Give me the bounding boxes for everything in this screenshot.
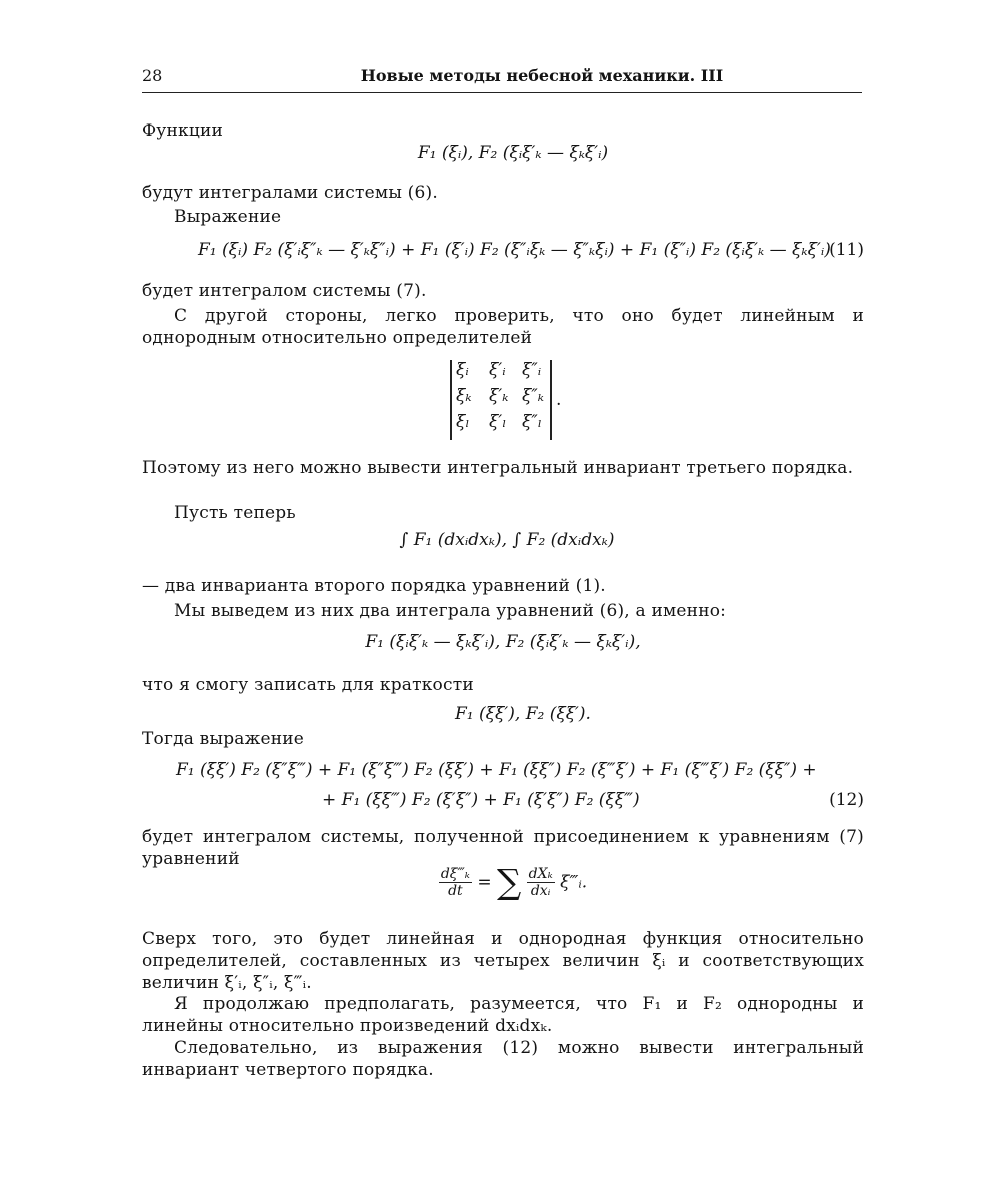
sum-sign: ∑ bbox=[496, 862, 522, 903]
formula-invariants: ∫ F₁ (dxᵢdxₖ), ∫ F₂ (dxᵢdxₖ) bbox=[399, 530, 615, 550]
page-header bbox=[142, 66, 862, 93]
paragraph-7: Пусть теперь bbox=[174, 503, 296, 523]
matrix-cell: ξ′ₗ bbox=[489, 412, 507, 432]
formula-short: F₁ (ξξ′), F₂ (ξξ′). bbox=[455, 704, 591, 724]
paragraph-14: Я продолжаю предполагать, разумеется, что F₁ и F₂ однородны и линейны относительно произведений dxᵢdxₖ. bbox=[142, 994, 864, 1036]
equation-number-11: (11) bbox=[829, 240, 864, 260]
fraction-rhs-numerator: dXₖ bbox=[528, 866, 553, 882]
paragraph-2: будут интегралами системы (6). bbox=[142, 183, 438, 203]
matrix-cell: ξₗ bbox=[456, 412, 470, 432]
fraction-rhs-denominator: dxᵢ bbox=[530, 883, 551, 899]
formula-tail: ξ‴ᵢ. bbox=[560, 872, 588, 893]
equation-number-12: (12) bbox=[829, 790, 864, 810]
determinant-right-bar bbox=[550, 360, 552, 440]
matrix-cell: ξₖ bbox=[456, 386, 472, 406]
formula-12-line-2: + F₁ (ξξ‴) F₂ (ξ′ξ″) + F₁ (ξ′ξ″) F₂ (ξξ‴) bbox=[322, 790, 640, 810]
paragraph-11: Тогда выражение bbox=[142, 729, 305, 749]
fraction-lhs-numerator: dξ‴ₖ bbox=[440, 866, 470, 882]
paragraph-6: Поэтому из него можно вывести интегральный инвариант третьего порядка. bbox=[142, 458, 854, 478]
paragraph-4: будет интегралом системы (7). bbox=[142, 281, 427, 301]
paragraph-1: Функции bbox=[142, 121, 224, 141]
paragraph-5: С другой стороны, легко проверить, что оно будет линейным и однородным относительно определителей bbox=[142, 306, 864, 348]
fraction-lhs-denominator: dt bbox=[448, 883, 463, 899]
formula-differential bbox=[142, 862, 874, 906]
matrix-cell: ξ′ᵢ bbox=[489, 360, 506, 380]
formula-integrals: F₁ (ξᵢ), F₂ (ξᵢξ′ₖ — ξₖξ′ᵢ) bbox=[417, 143, 609, 163]
matrix-cell: ξ″ₗ bbox=[522, 412, 542, 432]
formula-11-body: F₁ (ξᵢ) F₂ (ξ′ᵢξ″ₖ — ξ′ₖξ″ᵢ) + F₁ (ξ′ᵢ) F₂ (ξ″ᵢξₖ — ξ″ₖξᵢ) + F₁ (ξ″ᵢ) F₂ (ξᵢξ′ₖ — ξₖξ′ᵢ) bbox=[198, 240, 831, 260]
page-number: 28 bbox=[142, 66, 163, 85]
paragraph-9: Мы выведем из них два интеграла уравнений (6), а именно: bbox=[174, 601, 727, 621]
formula-two-integrals: F₁ (ξᵢξ′ₖ — ξₖξ′ᵢ), F₂ (ξᵢξ′ₖ — ξₖξ′ᵢ), bbox=[365, 632, 641, 652]
paragraph-10: что я смогу записать для краткости bbox=[142, 675, 474, 695]
matrix-cell: ξ″ₖ bbox=[522, 386, 544, 406]
matrix-cell: ξ′ₖ bbox=[489, 386, 509, 406]
paragraph-12: будет интегралом системы, полученной присоединением к уравнениям (7) уравнений bbox=[142, 827, 864, 869]
determinant-left-bar bbox=[450, 360, 452, 440]
fraction-rhs bbox=[527, 866, 555, 899]
paragraph-3: Выражение bbox=[174, 207, 282, 227]
matrix-cell: ξ″ᵢ bbox=[522, 360, 542, 380]
determinant: ξᵢ ξ′ᵢ ξ″ᵢ ξₖ ξ′ₖ ξ″ₖ ξₗ ξ′ₗ ξ″ₗ . bbox=[450, 360, 550, 440]
equals-sign: = bbox=[477, 872, 492, 893]
matrix-cell: ξᵢ bbox=[456, 360, 469, 380]
formula-12-line-1: F₁ (ξξ′) F₂ (ξ″ξ‴) + F₁ (ξ″ξ‴) F₂ (ξξ′) + F₁ (ξξ″) F₂ (ξ‴ξ′) + F₁ (ξ‴ξ′) F₂ (ξξ″) + bbox=[176, 760, 817, 780]
paragraph-15: Следовательно, из выражения (12) можно вывести интегральный инвариант четвертого порядка. bbox=[142, 1038, 864, 1080]
paragraph-8: — два инварианта второго порядка уравнений (1). bbox=[142, 576, 606, 596]
fraction-lhs bbox=[439, 866, 472, 899]
paragraph-13: Сверх того, это будет линейная и однородная функция относительно определителей, составленных из четырех величин ξᵢ и соответствующих величин ξ′ᵢ, ξ″ᵢ, ξ‴ᵢ. bbox=[142, 929, 864, 993]
determinant-cells bbox=[456, 360, 552, 438]
running-title: Новые методы небесной механики. III bbox=[360, 66, 724, 85]
